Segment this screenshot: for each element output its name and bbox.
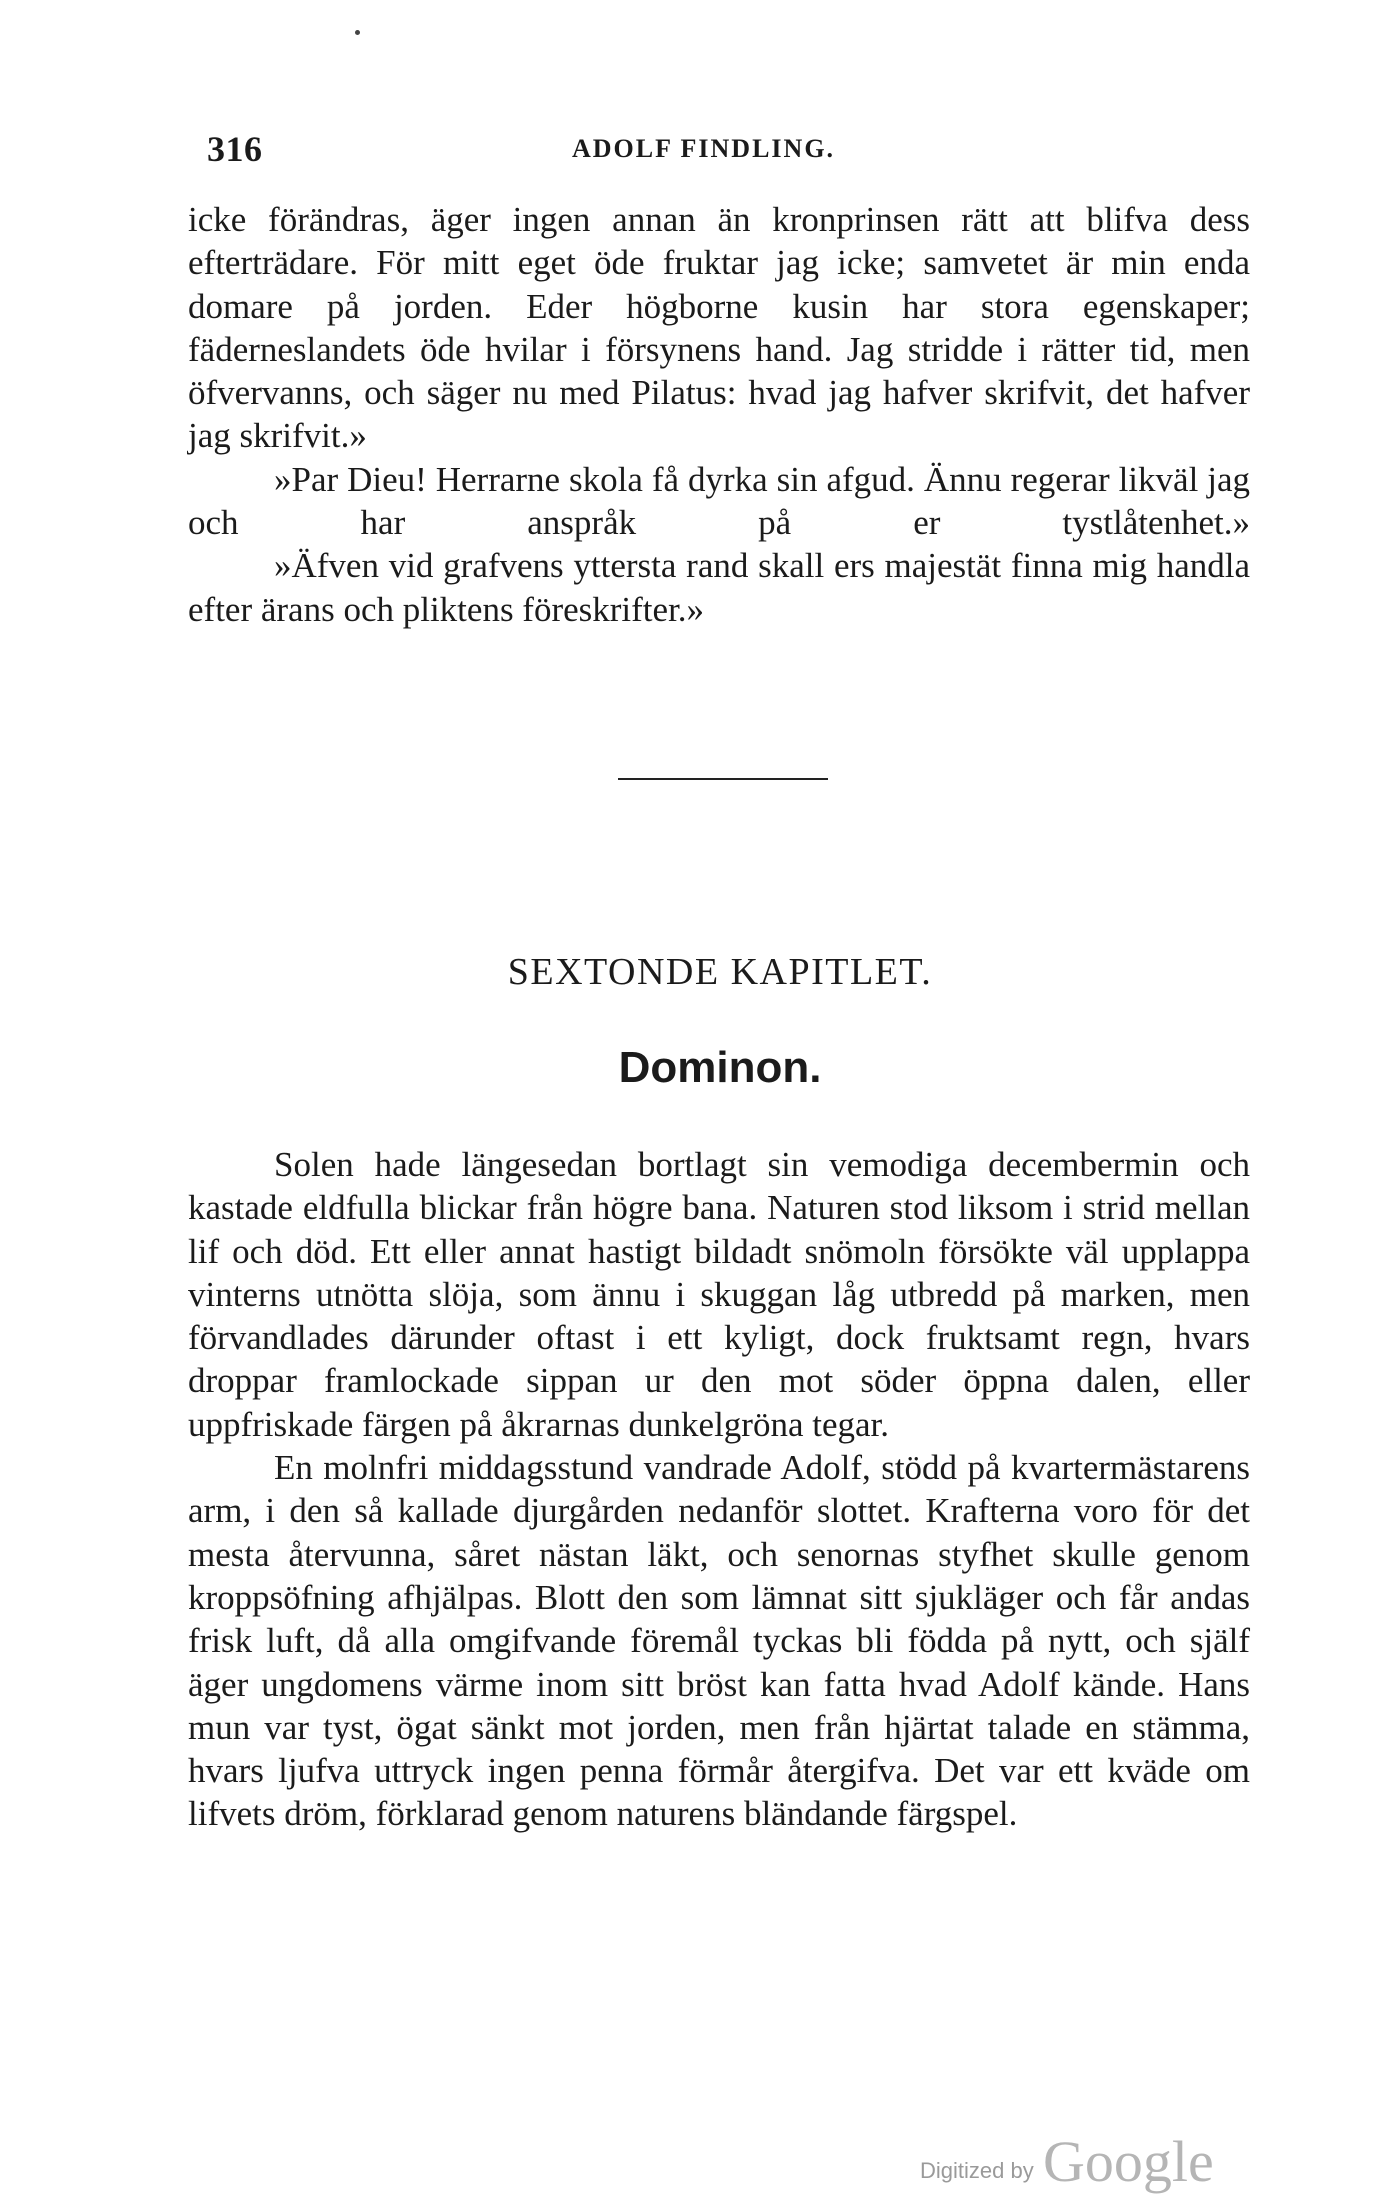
running-head	[207, 128, 867, 172]
digitized-watermark	[920, 2128, 1220, 2194]
top-text-block	[188, 198, 1250, 631]
chapter-heading: SEXTONDE KAPITLET.	[507, 951, 933, 993]
paragraph: icke förändras, äger ingen annan än kronprinsen rätt att blifva dess efterträdare. För mitt eget öde fruktar jag icke; samvetet är min enda domare på jorden. Eder högborne kusin har stora egenskaper; fäderneslandets öde hvilar i försynens hand. Jag stridde i rätter tid, men öfvervanns, och säger nu med Pilatus: hvad jag hafver skrifvit, det hafver jag skrifvit.»	[188, 200, 1250, 456]
google-logo: Google	[1043, 2129, 1214, 2194]
paragraph: »Par Dieu! Herrarne skola få dyrka sin afgud. Ännu regerar likväl jag och har anspråk på er tystlåtenhet.»	[188, 459, 1250, 543]
watermark-label: Digitized by	[920, 2158, 1034, 2183]
page-number: 316	[207, 129, 263, 169]
running-title: ADOLF FINDLING.	[572, 134, 836, 163]
ink-speck	[355, 30, 360, 35]
paragraph: En molnfri middagsstund vandrade Adolf, stödd på kvartermästarens arm, i den så kallade djurgården nedanför slottet. Krafterna voro för det mesta återvunna, såret nästan läkt, och senornas styfhet skulle genom kroppsöfning afhjälpas. Blott den som lämnat sitt sjukläger och får andas frisk luft, då alla omgifvande föremål tyckas bli födda på nytt, och själf äger ungdomens värme inom sitt bröst kan fatta hvad Adolf kände. Hans mun var tyst, ögat sänkt mot jorden, men från hjärtat talade en stämma, hvars ljufva uttryck ingen penna förmår återgifva. Det var ett kväde om lifvets dröm, förklarad genom naturens bländande färgspel.	[188, 1448, 1250, 1834]
paragraph: »Äfven vid grafvens yttersta rand skall ers majestät finna mig handla efter ärans och pliktens föreskrifter.»	[188, 546, 1250, 629]
chapter-title: Dominon.	[618, 1043, 822, 1092]
chapter-text-block	[188, 1143, 1250, 1836]
section-divider	[618, 778, 828, 780]
paragraph: Solen hade längesedan bortlagt sin vemodiga decembermin och kastade eldfulla blickar från högre bana. Naturen stod liksom i strid mellan lif och död. Ett eller annat hastigt bildadt snömoln försökte väl upplappa vinterns utnötta slöja, som ännu i skuggan låg utbredd på marken, men förvandlades därunder oftast i ett kyligt, dock fruktsamt regn, hvars droppar framlockade sippan ur den mot söder öppna dalen, eller uppfriskade färgen på åkrarnas dunkelgröna tegar.	[188, 1145, 1250, 1444]
